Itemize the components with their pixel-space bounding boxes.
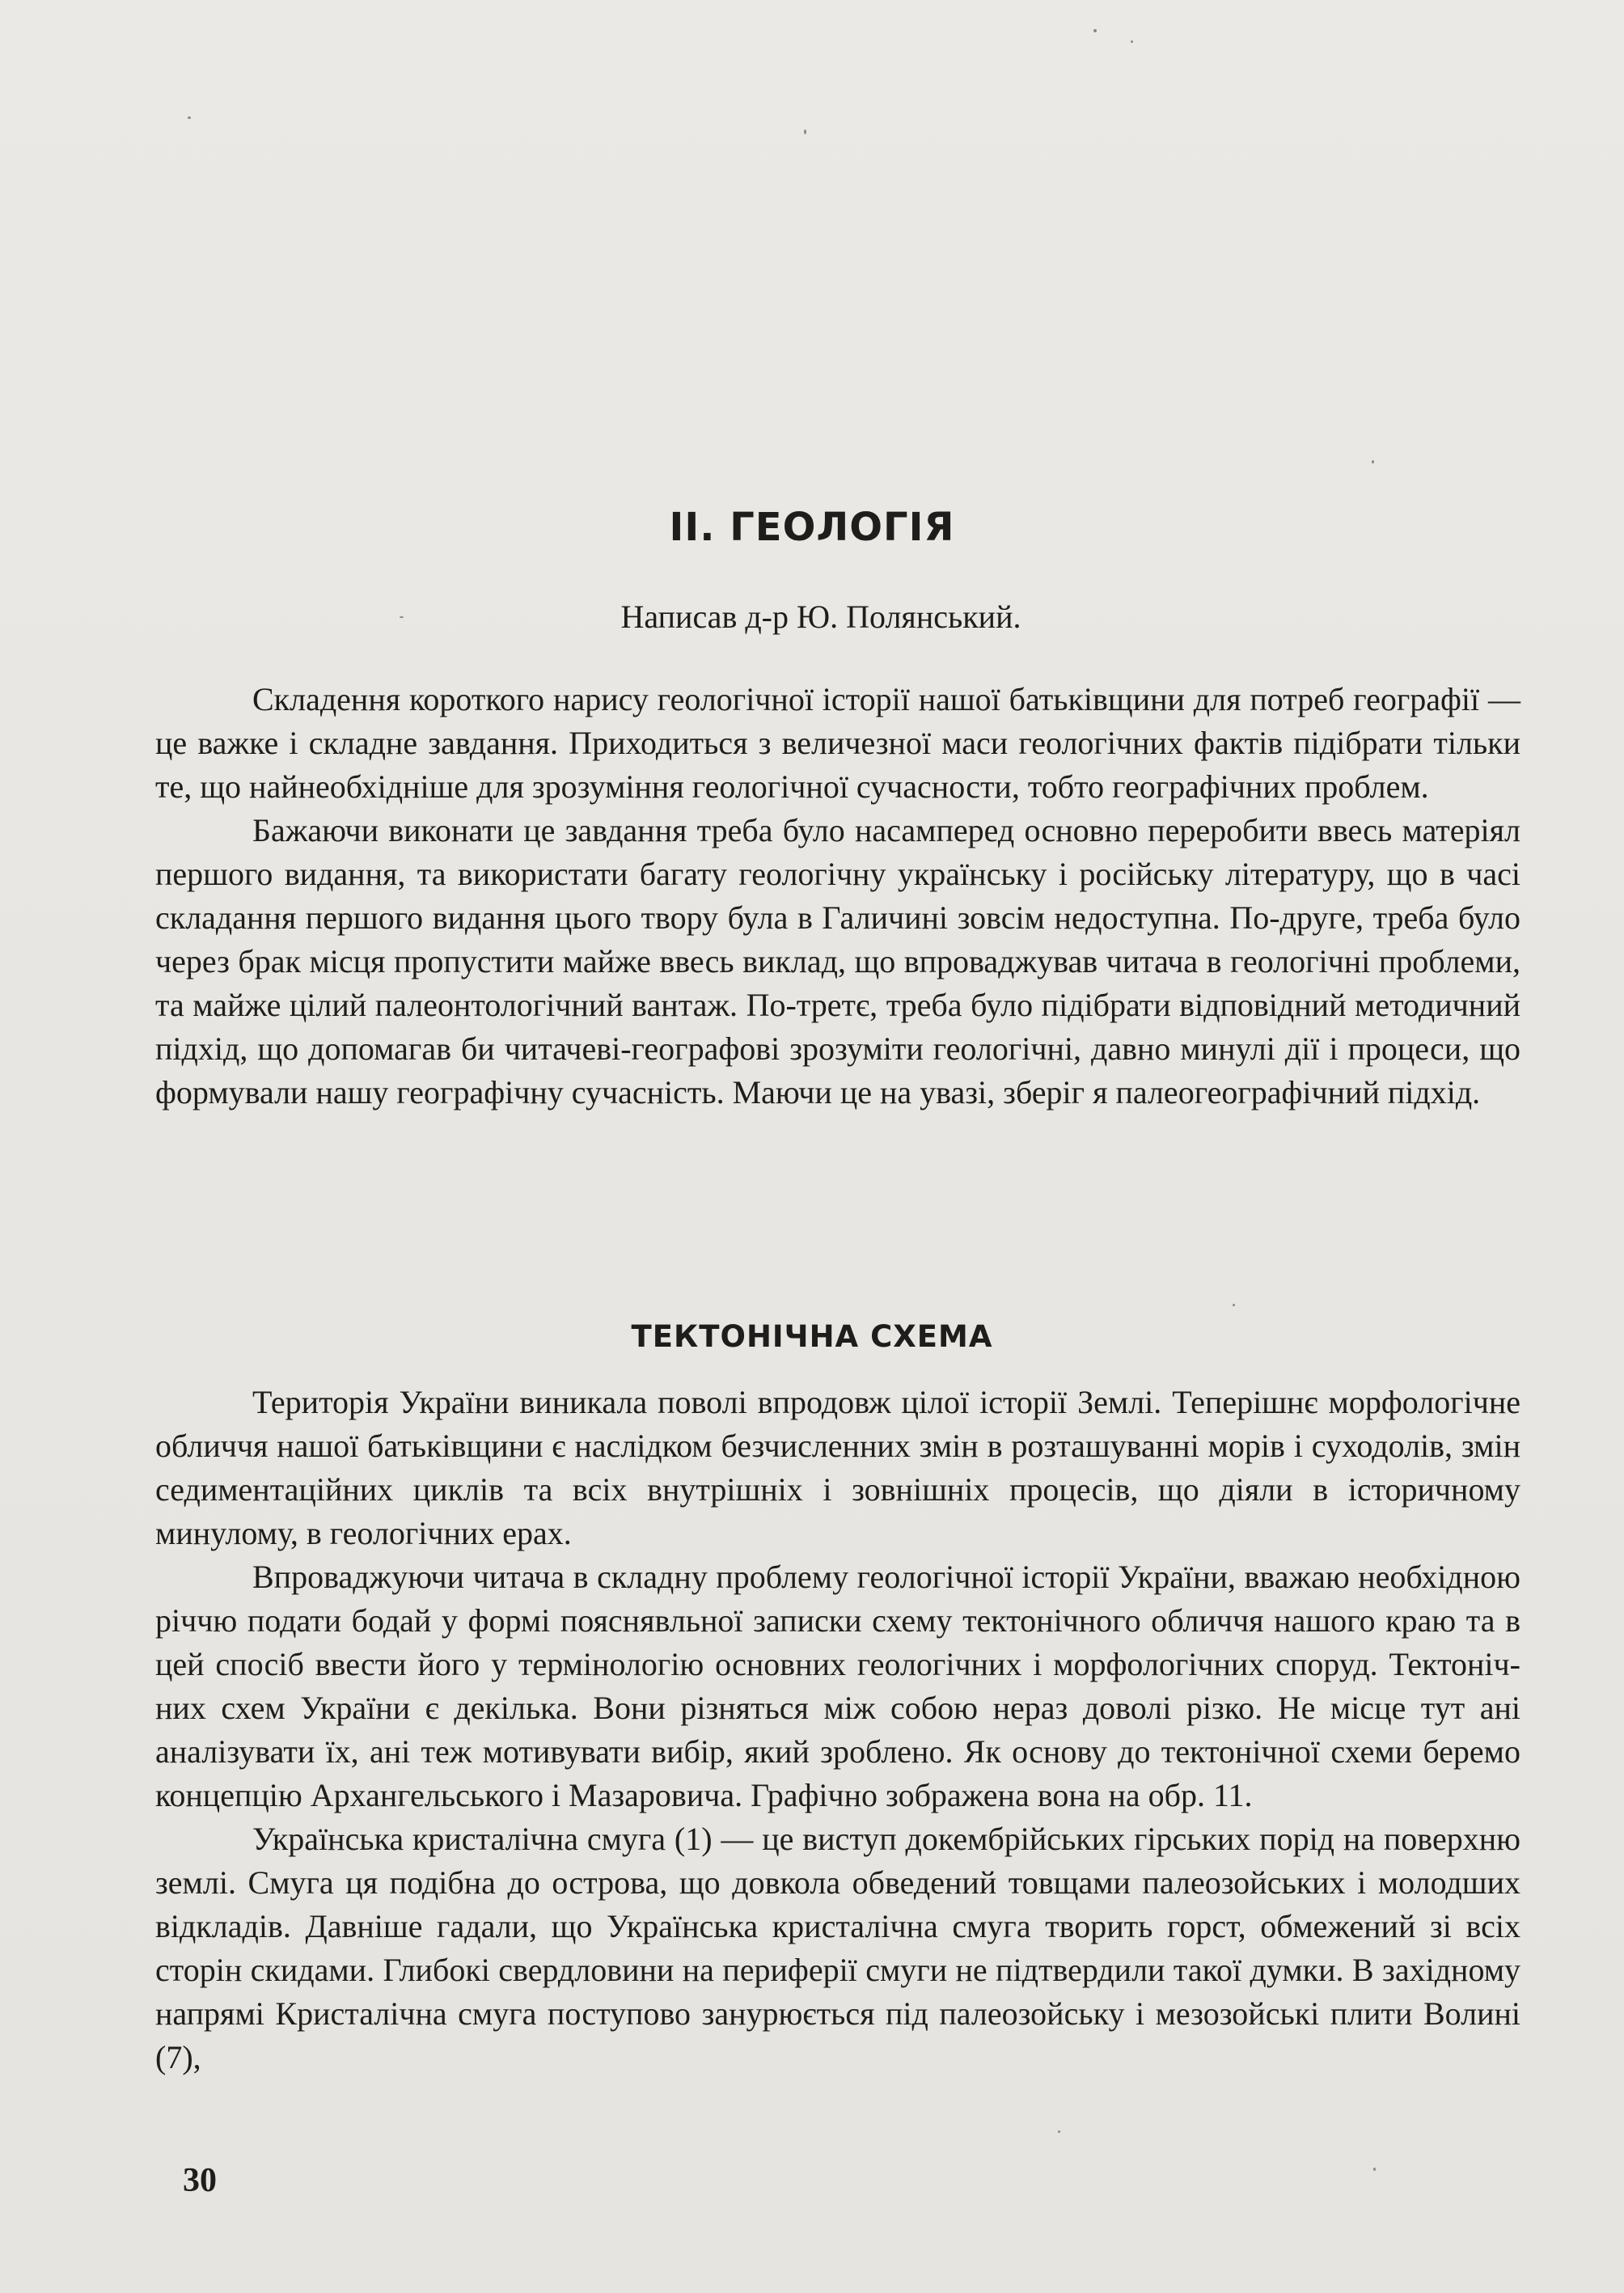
chapter-title: II. ГЕОЛОГІЯ [669, 505, 955, 550]
page-number: 30 [183, 2162, 217, 2199]
scan-speck [1131, 40, 1133, 43]
scan-speck [1233, 1304, 1235, 1306]
scan-speck [804, 129, 806, 134]
scan-speck [1372, 460, 1374, 463]
scan-speck [1093, 29, 1097, 32]
scan-speck [188, 116, 191, 119]
scan-speck [1058, 2130, 1060, 2133]
intro-paragraph: Складення короткого нарису геологічної історії нашої батьківщини для потреб географії — це важке і складне завдання. Приходиться з величезної маси геологічних фактів підібрати тільки те, що найнеобхідніше для зрозуміння геологічної сучасности, тобто географічних проблем. [155, 681, 1520, 805]
scan-speck [1373, 2168, 1376, 2171]
section-paragraph: Українська кристалічна смуга (1) — це виступ докембрійських гірських порід на поверхню землі. Смуга ця подібна до острова, що довкола обведений товщами палеозойських і молодших відкладів. Давніше гадали, що Українська кристалічна смуга творить горст, обмежений зі всіх сторін скидами. Глибокі свердловини на периферії смуги не підтвердили такої думки. В західному напрямі Кристалічна смуга поступово занурюється під палеозойську і мезозойські плити Волині (7), [155, 1821, 1520, 2075]
scan-speck [400, 616, 404, 618]
section-heading: ТЕКТОНІЧНА СХЕМА [631, 1319, 993, 1354]
intro-paragraph: Бажаючи виконати це завдання треба було насамперед основно переробити ввесь матеріял першого видання, та використати багату геологічну українську і російську літературу, що в часі складання першого видання цього твору була в Галичині зовсім недоступна. По-друге, треба було через брак місця пропустити майже ввесь виклад, що впроваджував читача в геологічні проблеми, та майже цілий палеонтологічний вантаж. По-третє, треба було підібрати відповідний методичний підхід, що допомагав би читачеві-географові зрозуміти геологічні, давно минулі дії і процеси, що формували нашу географічну сучасність. Маючи це на увазі, зберіг я палеогеографічний підхід. [155, 812, 1520, 1111]
section-paragraph: Впроваджуючи читача в складну проблему геологічної історії України, вважаю необхідною річчю подати бодай у формі пояснявльної записки схему тектонічного обличчя нашого краю та в цей спосіб ввести його у термінологію основних геологічних і морфологічних споруд. Тектонічних схем України є декілька. Вони різняться між собою нераз доволі різко. Не місце тут ані аналізувати їх, ані теж мотивувати вибір, який зроблено. Як основу до тектонічної схеми беремо концепцію Архангельського і Мазаровича. Графічно зображена вона на обр. 11. [155, 1559, 1520, 1813]
section-paragraph: Територія України виникала поволі впродовж цілої історії Землі. Теперішнє морфологічне обличчя нашої батьківщини є наслідком безчисленних змін в розташуванні морів і суходолів, змін седиментаційних циклів та всіх внутрішніх і зовнішніх процесів, що діяли в історичному минулому, в геологічних ерах. [155, 1384, 1520, 1551]
intro-text [155, 678, 1520, 1115]
author-byline: Написав д-р Ю. Полянський. [620, 599, 1021, 635]
section-text [155, 1381, 1520, 2079]
